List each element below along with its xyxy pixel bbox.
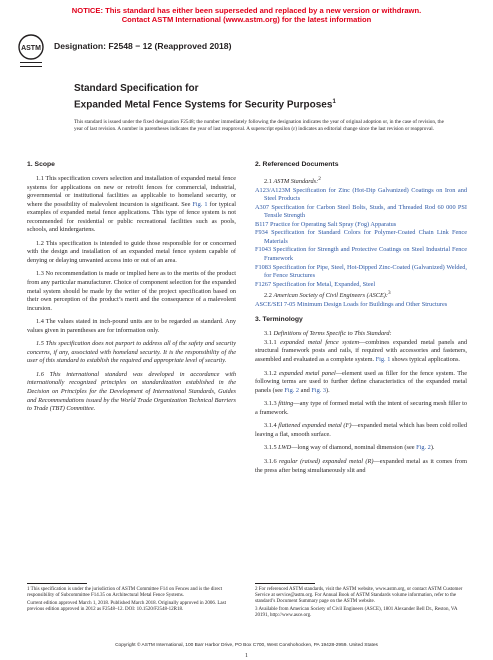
paragraph-1-6: 1.6 This international standard was developed in accordance with internationally recognized principles on standardization established in the Decision on Principles for the Development of International Standards, Guides and Recommendations issued by the World Trade Organization Technical Barriers to Trade (TBT) Committee. [27, 370, 236, 413]
term-3-1-3: 3.1.3 fitting—any type of formed metal with the intent of securing mesh filler to a framework. [255, 400, 467, 416]
asce-standard-item[interactable]: ASCE/SEI 7-05 Minimum Design Loads for Buildings and Other Structures [255, 300, 448, 308]
withdrawn-notice [0, 6, 493, 24]
figure-link[interactable]: Fig. 1 [192, 200, 208, 208]
referenced-standard-item[interactable] [255, 264, 467, 281]
section-heading-referenced-documents: 2. Referenced Documents [255, 161, 339, 168]
astm-standards-heading: 2.1 ASTM Standards:$^2$ [264, 176, 321, 186]
standard-code-link[interactable]: B117 [255, 220, 269, 228]
paragraph-1-3: 1.3 No recommendation is made or implied here as to the merits of the product from any particular manufacturer. Choice of component selection for the expanded metal system should be made by the writer of the project specification based on their own perception of the product’s merit and the consequence of a malevolent incursion. [27, 270, 236, 312]
standard-title: Specification for Strength and Protective Coatings on Steel Industrial Fence Framework [264, 246, 468, 263]
title-footnote-marker: 1 [332, 98, 336, 105]
standard-code-link[interactable]: F1267 [255, 280, 272, 288]
standard-title: Specification for Carbon Steel Bolts, Studs, and Threaded Rod 60 000 PSI Tensile Strength [264, 203, 468, 220]
footnote-3: 3 Available from American Society of Civil Engineers (ASCE), 1801 Alexander Bell Dr., Reston, VA 20191, http://www.asce.org. [255, 607, 458, 619]
paragraph-1-4: 1.4 The values stated in inch-pound units are to be regarded as standard. Any values given in parentheses are for information only. [27, 318, 236, 334]
referenced-standard-item[interactable] [255, 281, 467, 290]
standard-title: Specification for Zinc (Hot-Dip Galvanized) Coatings on Iron and Steel Products [264, 186, 467, 203]
notice-line-2: Contact ASTM International (www.astm.org) for the latest information [121, 15, 372, 24]
standard-title: Specification for Standard Colors for Polymer-Coated Chain Link Fence Materials [264, 229, 468, 245]
title-line-2: Expanded Metal Fence Systems for Security Purposes$^1$ [74, 98, 336, 110]
paragraph-1-5: 1.5 This specification does not purport to address all of the safety and security concerns, if any, associated with homeland security. It is the responsibility of the user of this standard to establish the required and appropriate level of security. [27, 340, 236, 365]
footnote-rule-left [27, 583, 87, 584]
standard-code-link[interactable]: F934 [255, 229, 268, 237]
footnotes-right [255, 587, 467, 621]
term-3-1-5: 3.1.5 LWD—long way of diamond, nominal dimension (see Fig. 2). [264, 444, 435, 452]
footnote-2: 2 For referenced ASTM standards, visit the ASTM website, www.astm.org, or contact ASTM Customer Service at service@astm.org. For Annual Book of ASTM Standards volume information, refer to the standard’s Document Summary page on the ASTM website. [255, 587, 463, 605]
referenced-standard-item[interactable] [255, 229, 467, 246]
copyright-footer: Copyright © ASTM International, 100 Barr Harbor Drive, PO Box C700, West Conshohocken, PA 19428-2959. United States [115, 643, 378, 648]
issuance-note: This standard is issued under the fixed designation F2548; the number immediately following the designation indicates the year of original adoption or, in the case of revision, the year of last revision. A number in parentheses indicates the year of last reapproval. A superscript epsilon (ε) indicates an editorial change since the last revision or reapproval. [74, 119, 444, 132]
section-heading-scope: 1. Scope [27, 161, 55, 168]
asce-heading: 2.2 American Society of Civil Engineers (ASCE):$^3$ [264, 290, 391, 300]
referenced-standard-item[interactable] [255, 246, 467, 263]
standard-title: Specification for Pipe, Steel, Hot-Dipped Zinc-Coated (Galvanized) Welded, for Fence Structures [264, 263, 467, 280]
astm-logo-icon [17, 32, 45, 72]
standard-code-link[interactable]: F1083 [255, 263, 272, 271]
notice-line-1: NOTICE: This standard has either been superseded and replaced by a new version or withdrawn. [71, 6, 422, 15]
term-3-1-4: 3.1.4 flattened expanded metal (F)—expanded metal which has been cold rolled leaving a flat, smooth surface. [255, 422, 467, 438]
term-3-1: 3.1 Definitions of Terms Specific to This Standard: [264, 330, 392, 338]
term-3-1-2: 3.1.2 expanded metal panel—element used as filler for the fence system. The following terms are used to further define characteristics of the expanded metal panels (see Fig. 2 and Fig. 3). [255, 369, 467, 394]
footnote-1: 1 This specification is under the jurisdiction of ASTM Committee F14 on Fences and is the direct responsibility of Subcommittee F14.35 on Architectural Metal Fence Systems. [27, 587, 223, 599]
section-heading-terminology: 3. Terminology [255, 316, 303, 324]
referenced-standard-item[interactable] [255, 204, 467, 221]
standard-code-link[interactable]: A123/A123M [255, 186, 291, 194]
paragraph-1-2: 1.2 This specification is intended to guide those responsible for or concerned with the design and installation of an expanded metal fence system capable of denying or delaying unwanted access into or out of an area. [27, 239, 236, 264]
logo-letters: ASTM [21, 45, 41, 52]
referenced-standard-item[interactable] [255, 187, 467, 204]
referenced-standard-item[interactable] [255, 221, 467, 230]
left-column [27, 160, 236, 414]
standard-title: Specification for Metal, Expanded, Steel [272, 280, 376, 288]
footnote-rule-right [255, 583, 315, 584]
footnote-1-edition: Current edition approved March 1, 2018. Published March 2018. Originally approved in 2006. Last previous edition approved in 2012 as F2548–12. DOI: 10.1520/F2548-12R18. [27, 600, 226, 613]
term-3-1-6: 3.1.6 regular (raised) expanded metal (R)—expanded metal as it comes from the press after being simultaneously slit and [255, 457, 468, 474]
standard-code-link[interactable]: F1043 [255, 246, 272, 254]
footnotes-left [27, 587, 236, 615]
standard-code-link[interactable]: A307 [255, 203, 269, 211]
term-3-1-1: 3.1.1 expanded metal fence system—combines expanded metal panels and structural framework posts and rails, if required with accessories and fasteners, assembled and evaluated as a complete system. Fig. 1 shows typical applications. [255, 338, 467, 364]
referenced-standards-list [255, 187, 467, 290]
title-line-1: Standard Specification for [74, 83, 199, 94]
designation: Designation: F2548 − 12 (Reapproved 2018) [54, 41, 232, 51]
page-number: 1 [245, 653, 248, 659]
right-column [255, 160, 467, 475]
standard-title: Practice for Operating Salt Spray (Fog) Apparatus [270, 220, 397, 228]
document-title [74, 83, 336, 111]
paragraph-1-1: 1.1 This specification covers selection and installation of expanded metal fence systems for applications on new or retrofit fences for commercial, industrial, governmental or institutional facilities as applicable to homeland security, or where the possibility of malevolent incursion is significant. See Fig. 1 for typical examples of expanded metal fence applications. This type of fence system is not recommended for residential or public recreational facilities such as pools, schools, and kindergartens. [27, 175, 236, 234]
